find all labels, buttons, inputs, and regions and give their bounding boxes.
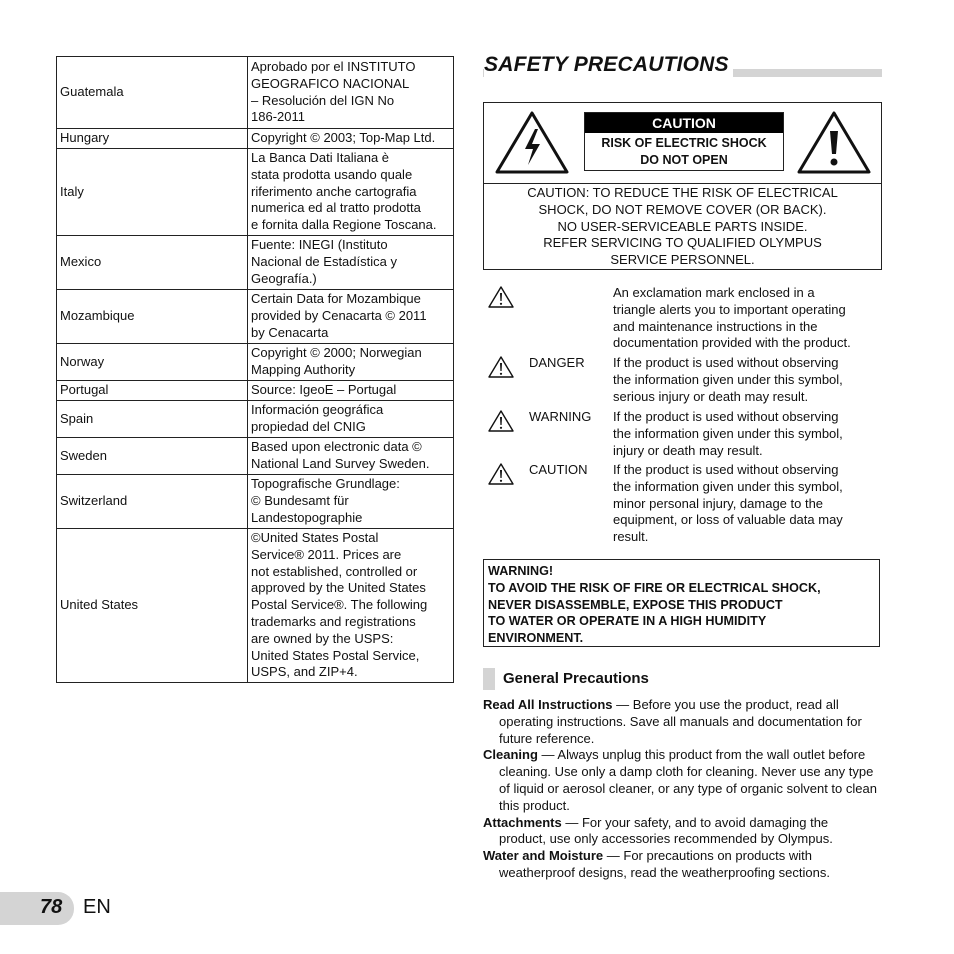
country-cell: Switzerland bbox=[57, 474, 248, 528]
table-row bbox=[57, 57, 454, 129]
exclamation-triangle-icon bbox=[487, 409, 515, 433]
exclamation-triangle-icon bbox=[487, 462, 515, 486]
source-cell: Based upon electronic data © National Land Survey Sweden. bbox=[248, 437, 454, 474]
country-cell: Mexico bbox=[57, 235, 248, 289]
source-cell: Aprobado por el INSTITUTO GEOGRAFICO NACIONAL – Resolución del IGN No 186-2011 bbox=[248, 57, 454, 129]
exclamation-triangle-icon bbox=[487, 285, 515, 309]
caution-label-head: CAUTION bbox=[585, 113, 783, 133]
caution-label-panel bbox=[483, 102, 882, 270]
table-row bbox=[57, 149, 454, 236]
table-row bbox=[57, 400, 454, 437]
country-cell: Italy bbox=[57, 149, 248, 236]
list-item bbox=[483, 815, 878, 849]
table-row bbox=[57, 129, 454, 149]
symbol-description: If the product is used without observing the information given under this symbol, injury or death may result. bbox=[613, 409, 843, 458]
item-term: Read All Instructions bbox=[483, 697, 613, 712]
item-text: — Always unplug this product from the wall outlet before cleaning. Use only a damp cloth for cleaning. Never use any type of liquid or aerosol cleaner, or any type of organic solvent to clean this product. bbox=[499, 747, 877, 813]
source-cell: Fuente: INEGI (Instituto Nacional de Estadística y Geografía.) bbox=[248, 235, 454, 289]
source-cell: Copyright © 2000; Norwegian Mapping Authority bbox=[248, 343, 454, 380]
country-cell: Mozambique bbox=[57, 289, 248, 343]
country-cell: Spain bbox=[57, 400, 248, 437]
country-cell: United States bbox=[57, 528, 248, 682]
symbol-label: CAUTION bbox=[529, 462, 588, 477]
source-cell: Source: IgeoE – Portugal bbox=[248, 380, 454, 400]
list-item bbox=[483, 747, 878, 814]
symbol-description: If the product is used without observing the information given under this symbol, serious injury or death may result. bbox=[613, 355, 843, 404]
page-number: 78 bbox=[40, 896, 63, 918]
caution-label-sub: RISK OF ELECTRIC SHOCK DO NOT OPEN bbox=[601, 136, 767, 167]
general-precautions-marker bbox=[483, 668, 495, 690]
item-term: Water and Moisture bbox=[483, 848, 604, 864]
exclamation-triangle-icon bbox=[487, 355, 515, 379]
section-title: SAFETY PRECAUTIONS bbox=[484, 53, 733, 77]
exclamation-warning-icon bbox=[796, 109, 872, 175]
country-cell: Norway bbox=[57, 343, 248, 380]
symbol-description: An exclamation mark enclosed in a triangle alerts you to important operating and maintenance instructions in the documentation provided with the product. bbox=[613, 285, 851, 351]
source-cell: La Banca Dati Italiana è stata prodotta usando quale riferimento anche cartografia numerica ed al tratto prodotta e fornita dalla Regione Toscana. bbox=[248, 149, 454, 236]
table-row bbox=[57, 289, 454, 343]
general-precautions-title: General Precautions bbox=[503, 670, 649, 687]
symbol-description: If the product is used without observing the information given under this symbol, minor personal injury, damage to the equipment, or loss of valuable data may result. bbox=[613, 462, 843, 545]
item-text: — For precautions on products with weatherproof designs, read the weatherproofing sections. bbox=[499, 848, 830, 880]
table-row bbox=[57, 380, 454, 400]
country-cell: Guatemala bbox=[57, 57, 248, 129]
lightning-warning-icon bbox=[494, 109, 570, 175]
source-cell: Topografische Grundlage: © Bundesamt für Landestopographie bbox=[248, 474, 454, 528]
item-term: Attachments bbox=[483, 814, 562, 830]
source-cell: Información geográfica propiedad del CNIG bbox=[248, 400, 454, 437]
caution-label bbox=[584, 112, 784, 171]
source-cell: ©United States Postal Service® 2011. Prices are not established, controlled or approved by the United States Postal Service®. The following trademarks and registrations are owned by the USPS: United States Postal Service, USPS, and ZIP+4. bbox=[248, 528, 454, 682]
country-cell: Hungary bbox=[57, 129, 248, 149]
page-language: EN bbox=[83, 896, 111, 918]
country-cell: Sweden bbox=[57, 437, 248, 474]
list-item bbox=[483, 848, 878, 882]
caution-text: CAUTION: TO REDUCE THE RISK OF ELECTRICAL SHOCK, DO NOT REMOVE COVER (OR BACK). NO USER-SERVICEABLE PARTS INSIDE. REFER SERVICING TO QUALIFIED OLYMPUS SERVICE PERSONNEL. bbox=[527, 185, 838, 268]
symbol-label: DANGER bbox=[529, 355, 585, 370]
source-cell: Copyright © 2003; Top-Map Ltd. bbox=[248, 129, 454, 149]
country-cell: Portugal bbox=[57, 380, 248, 400]
table-row bbox=[57, 474, 454, 528]
item-text: — For your safety, and to avoid damaging the product, use only accessories recommended by Olympus. bbox=[499, 814, 833, 847]
source-cell: Certain Data for Mozambique provided by Cenacarta © 2011 by Cenacarta bbox=[248, 289, 454, 343]
caution-divider bbox=[484, 183, 881, 184]
symbol-label: WARNING bbox=[529, 409, 592, 424]
warning-box: WARNING! TO AVOID THE RISK OF FIRE OR ELECTRICAL SHOCK, NEVER DISASSEMBLE, EXPOSE THIS PRODUCT TO WATER OR OPERATE IN A HIGH HUMIDITY ENVIRONMENT. bbox=[483, 559, 880, 647]
general-precautions-list bbox=[483, 697, 878, 882]
map-data-credits-table bbox=[56, 56, 454, 683]
list-item bbox=[483, 697, 878, 747]
item-term: Cleaning bbox=[483, 747, 538, 763]
table-row bbox=[57, 235, 454, 289]
item-text: — Before you use the product, read all operating instructions. Save all manuals and documentation for future reference. bbox=[499, 697, 862, 746]
table-row bbox=[57, 437, 454, 474]
table-row bbox=[57, 343, 454, 380]
page-number-tab bbox=[0, 892, 74, 925]
table-row bbox=[57, 528, 454, 682]
